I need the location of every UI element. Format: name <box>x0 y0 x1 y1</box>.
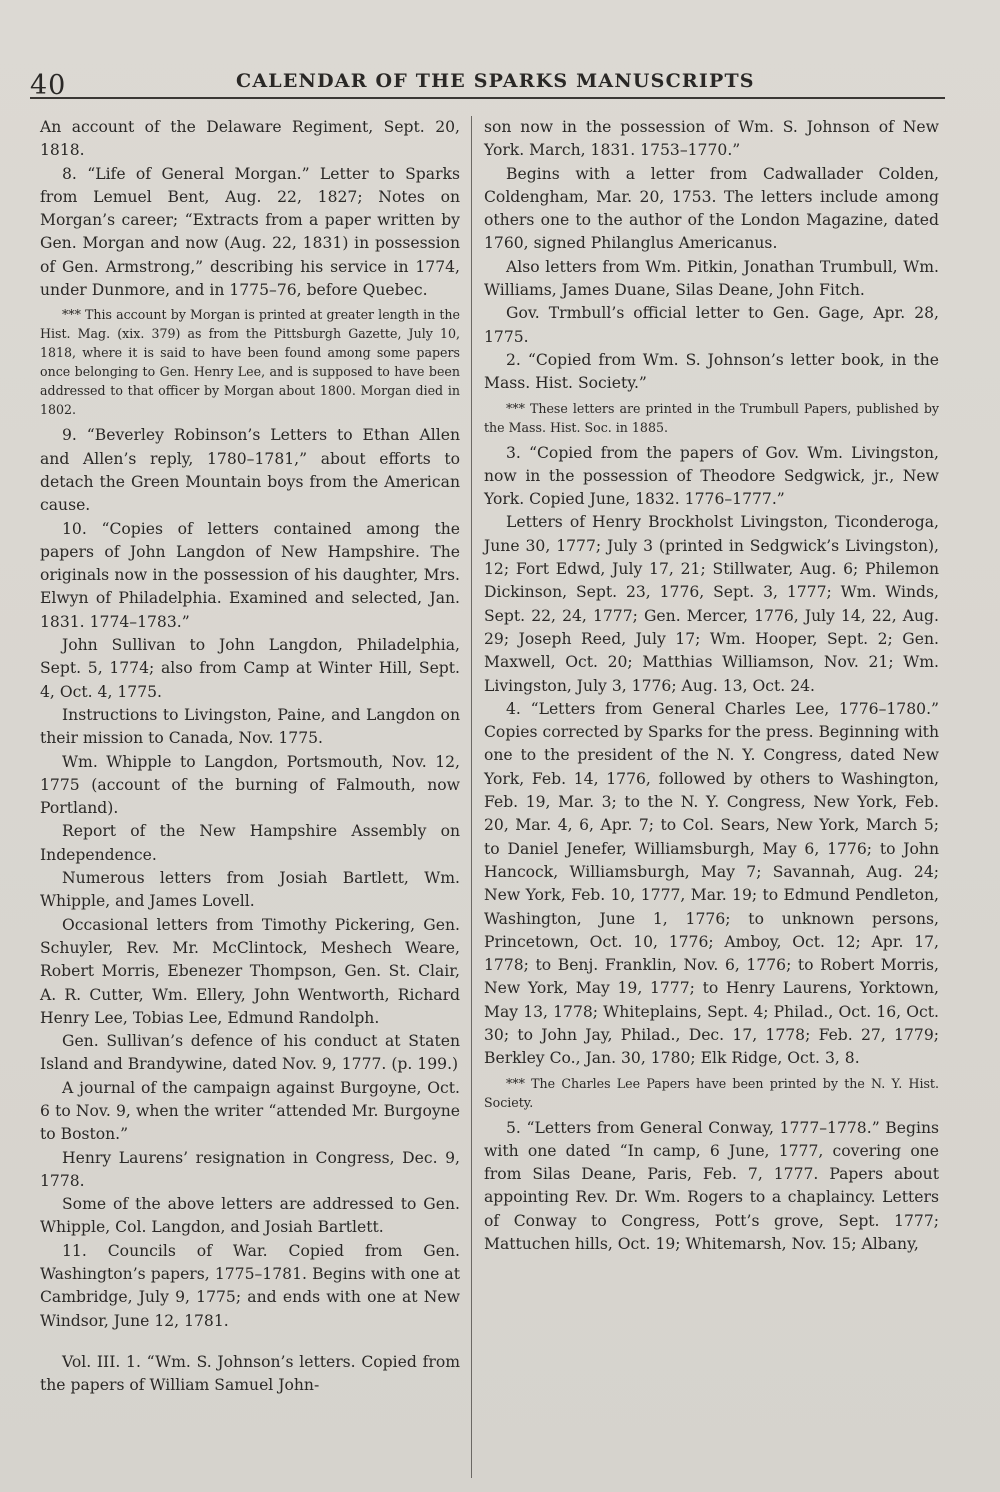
paragraph: Gov. Trmbull’s official letter to Gen. Gage, Apr. 28, 1775. <box>484 304 939 346</box>
paragraph: Wm. Whipple to Langdon, Portsmouth, Nov. 12, 1775 (account of the burning of Falmouth, now Portland). <box>40 752 460 818</box>
header-rule <box>30 97 945 99</box>
paragraph: 4. “Letters from General Charles Lee, 1776–1780.” Copies corrected by Sparks for the press. Beginning with one to the president of the N. Y. Congress, dated New York, Feb. 14, 1776, followed by others to Washington, Feb. 19, Mar. 3; to the N. Y. Congress, New York, Feb. 20, Mar. 4, 6, Apr. 7; to Col. Sears, New York, March 5; to Daniel Jenefer, Williamsburgh, May 6, 1776; to John Hancock, Williamsburgh, May 7; Savannah, Aug. 24; New York, Feb. 10, 1777, Mar. 19; to Edmund Pendleton, Washington, June 1, 1776; to unknown persons, Princetown, Oct. 10, 1776; Amboy, Oct. 12; Apr. 17, 1778; to Benj. Franklin, Nov. 6, 1776; to Robert Morris, New York, May 19, 1777; to Henry Laurens, Yorktown, May 13, 1778; Whiteplains, Sept. 4; Philad., Oct. 16, Oct. 30; to John Jay, Philad., Dec. 17, 1778; Feb. 27, 1779; Berkley Co., Jan. 30, 1780; Elk Ridge, Oct. 3, 8. <box>484 699 939 1068</box>
paragraph: Occasional letters from Timothy Pickering, Gen. Schuyler, Rev. Mr. McClintock, Meshech Weare, Robert Morris, Ebenezer Thompson, Gen. St. Clair, A. R. Cutter, Wm. Ellery, John Wentworth, Richard Henry Lee, Tobias Lee, Edmund Randolph. <box>40 915 460 1027</box>
right-column <box>484 116 939 1256</box>
paragraph: An account of the Delaware Regiment, Sept. 20, 1818. <box>40 118 460 160</box>
paragraph: Gen. Sullivan’s defence of his conduct at Staten Island and Brandywine, dated Nov. 9, 1777. (p. 199.) <box>40 1032 460 1074</box>
footnote: *** This account by Morgan is printed at greater length in the Hist. Mag. (xix. 379) as from the Pittsburgh Gazette, July 10, 1818, where it is said to have been found among some papers once belonging to Gen. Henry Lee, and is supposed to have been addressed to that officer by Morgan about 1800. Morgan died in 1802. <box>40 307 460 418</box>
left-column <box>40 116 460 1398</box>
paragraph: 10. “Copies of letters contained among the papers of John Langdon of New Hampshire. The originals now in the possession of his daughter, Mrs. Elwyn of Philadelphia. Examined and selected, Jan. 1831. 1774–1783.” <box>40 519 460 631</box>
paragraph: 11. Councils of War. Copied from Gen. Washington’s papers, 1775–1781. Begins with one at Cambridge, July 9, 1775; and ends with one at New Windsor, June 12, 1781. <box>40 1241 460 1330</box>
paragraph: Numerous letters from Josiah Bartlett, Wm. Whipple, and James Lovell. <box>40 869 460 911</box>
paragraph: 3. “Copied from the papers of Gov. Wm. Livingston, now in the possession of Theodore Sedgwick, jr., New York. Copied June, 1832. 1776–1777.” <box>484 443 939 509</box>
footnote: *** The Charles Lee Papers have been printed by the N. Y. Hist. Society. <box>484 1075 939 1110</box>
footnote: *** These letters are printed in the Trumbull Papers, published by the Mass. Hist. Soc. in 1885. <box>484 400 939 435</box>
paragraph: Henry Laurens’ resignation in Congress, Dec. 9, 1778. <box>40 1148 460 1190</box>
paragraph: 5. “Letters from General Conway, 1777–1778.” Begins with one dated “In camp, 6 June, 1777, covering one from Silas Deane, Paris, Feb. 7, 1777. Papers about appointing Rev. Dr. Wm. Rogers to a chaplaincy. Letters of Conway to Congress, Pott’s grove, Sept. 1777; Mattuchen hills, Oct. 19; Whitemarsh, Nov. 15; Albany, <box>484 1118 939 1254</box>
paragraph: Some of the above letters are addressed to Gen. Whipple, Col. Langdon, and Josiah Bartlett. <box>40 1195 460 1237</box>
paragraph: Begins with a letter from Cadwallader Colden, Coldengham, Mar. 20, 1753. The letters include among others one to the author of the London Magazine, dated 1760, signed Philanglus Americanus. <box>484 164 939 253</box>
paragraph: A journal of the campaign against Burgoyne, Oct. 6 to Nov. 9, when the writer “attended Mr. Burgoyne to Boston.” <box>40 1078 460 1144</box>
volume-heading-paragraph: Vol. III. 1. “Wm. S. Johnson’s letters. Copied from the papers of William Samuel John- <box>40 1352 460 1395</box>
paragraph: 2. “Copied from Wm. S. Johnson’s letter book, in the Mass. Hist. Society.” <box>484 350 939 393</box>
paragraph: 8. “Life of General Morgan.” Letter to Sparks from Lemuel Bent, Aug. 22, 1827; Notes on Morgan’s career; “Extracts from a paper written by Gen. Morgan and now (Aug. 22, 1831) in possession of Gen. Armstrong,” describing his service in 1774, under Dunmore, and in 1775–76, before Quebec. <box>40 164 460 300</box>
paragraph: 9. “Beverley Robinson’s Letters to Ethan Allen and Allen’s reply, 1780–1781,” about efforts to detach the Green Mountain boys from the American cause. <box>40 426 460 515</box>
paragraph: Letters of Henry Brockholst Livingston, Ticonderoga, June 30, 1777; July 3 (printed in Sedgwick’s Livingston), 12; Fort Edwd, July 17, 21; Stillwater, Aug. 6; Philemon Dickinson, Sept. 23, 1776, Sept. 3, 1777; Wm. Winds, Sept. 22, 24, 1777; Gen. Mercer, 1776, July 14, 22, Aug. 29; Joseph Reed, July 17; Wm. Hooper, Sept. 2; Gen. Maxwell, Oct. 20; Matthias Williamson, Nov. 21; Wm. Livingston, July 3, 1776; Aug. 13, Oct. 24. <box>484 513 939 695</box>
column-divider <box>471 116 472 1478</box>
paragraph: John Sullivan to John Langdon, Philadelphia, Sept. 5, 1774; also from Camp at Winter Hill, Sept. 4, Oct. 4, 1775. <box>40 636 460 701</box>
running-title: CALENDAR OF THE SPARKS MANUSCRIPTS <box>236 70 755 92</box>
paragraph: son now in the possession of Wm. S. Johnson of New York. March, 1831. 1753–1770.” <box>484 118 939 160</box>
paragraph: Report of the New Hampshire Assembly on Independence. <box>40 822 460 864</box>
paragraph: Also letters from Wm. Pitkin, Jonathan Trumbull, Wm. Williams, James Duane, Silas Deane, John Fitch. <box>484 257 939 300</box>
paragraph: Instructions to Livingston, Paine, and Langdon on their mission to Canada, Nov. 1775. <box>40 705 460 748</box>
page-number: 40 <box>30 70 67 101</box>
